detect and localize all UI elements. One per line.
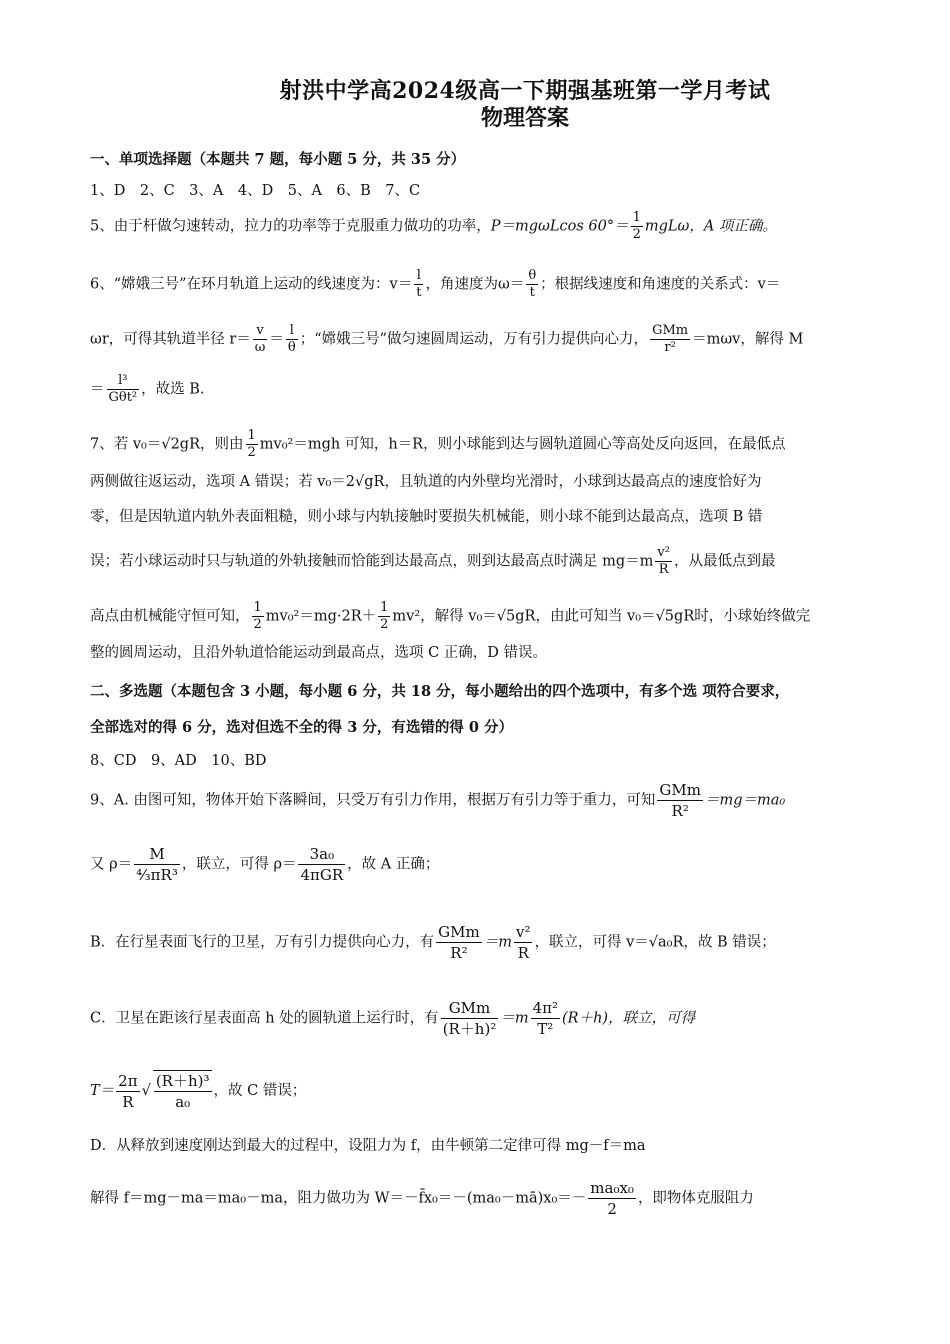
q7-line1: 7、若 v₀＝√2gR，则由 $\frac{1}{2}$ mv₀²＝mgh 可知，h＝R，则小球能到达与圆轨道圆心等高处反向返回，在最低点 [90, 428, 786, 460]
page-title: 射洪中学高2024级高一下期强基班第一学月考试 [279, 78, 771, 104]
q9a-line1: 9、A. 由图可知，物体开始下落瞬间，只受万有引力作用，根据万有引力等于重力，可知 $\frac{\text{GMm}}{\text{R²}}$ ＝mg＝ma₀ [90, 781, 786, 820]
q7-line6: 整的圆周运动，且沿外轨道恰能运动到最高点，选项 C 正确，D 错误。 [90, 645, 548, 661]
q9c-line1: C．卫星在距该行星表面高 h 处的圆轨道上运行时，有 $\frac{\text{GMm}}{\text{(R＋h)²}}$ ＝m $\frac{\text{4π²}}{\text{T²}}$ (R＋h)，联立，可得 [90, 999, 696, 1038]
q5-tail: mgLω，A 项正确。 [644, 218, 777, 235]
q5-frac: $\frac{1}{2}$ [632, 210, 641, 242]
q6-frac-vomega: $\frac{v}{\omega}$ [254, 323, 266, 355]
q7-line4: 误；若小球运动时只与轨道的外轨接触而恰能到达最高点，则到达最高点时满足 mg＝m $\frac{\text{v²}}{R}$ ，从最低点到最 [90, 545, 776, 577]
q5-formula: P＝mgωLcos 60°＝ [490, 218, 629, 235]
q6-frac-ltheta: $\frac{l}{\theta}$ [287, 323, 296, 355]
q7-line3: 零，但是因轨道内轨外表面粗糙，则小球与内轨接触时要损失机械能，则小球不能到达最高点，选项 B 错 [90, 509, 763, 525]
q9d-line2: 解得 f＝mg－ma＝ma₀－ma，阻力做功为 W＝－f̄x₀＝－(ma₀－mā)x₀＝－ $\frac{\text{ma₀x₀}}{2}$ ，即物体克服阻力 [90, 1179, 754, 1218]
q9a-line2: 又 ρ＝ $\frac{M}{\text{⁴⁄₃πR³}}$ ，联立，可得 ρ＝ $\frac{\text{3a₀}}{\text{4πGR}}$ ，故 A 正确； [90, 845, 440, 884]
q6-line1: 6、“嫦娥三号”在环月轨道上运动的线速度为：v＝ $\frac{l}{t}$ ，角速度为ω＝ $\frac{\theta}{t}$ ；根据线速度和角速度的关系式：v＝ [90, 268, 781, 300]
q9a-rho-frac: $\frac{M}{\text{⁴⁄₃πR³}}$ [136, 845, 178, 884]
section2-heading-1: 二、多选题（本题包含 3 小题，每小题 6 分，共 18 分，每小题给出的四个选项中，有多个选 项符合要求， [90, 683, 790, 700]
q7-frac-v2R: $\frac{\text{v²}}{R}$ [657, 545, 670, 577]
q6-frac-thetat: $\frac{\theta}{t}$ [528, 268, 537, 300]
section1-answers: 1、D 2、C 3、A 4、D 5、A 6、B 7、C [90, 183, 421, 199]
q9c-line2: T＝ $\frac{2\pi}{R}$ √ $\frac{\text{(R＋h)³}}{\text{a₀}}$ ，故 C 错误； [90, 1071, 307, 1111]
q9b-line: B．在行星表面飞行的卫星，万有引力提供向心力，有 $\frac{\text{GMm}}{\text{R²}}$ ＝m $\frac{\text{v²}}{R}$ ，联立，可得 v＝√a₀R，故 B 错误； [90, 923, 776, 962]
section2-answers: 8、CD 9、AD 10、BD [90, 753, 267, 769]
q9d-line1: D．从释放到速度刚达到最大的过程中，设阻力为 f，由牛顿第二定律可得 mg－f＝ma [90, 1138, 646, 1154]
q6-frac-gmm: $\frac{\text{GMm}}{\text{r²}}$ [652, 323, 689, 355]
q5-text [90, 210, 860, 243]
section1-heading: 一、单项选择题（本题共 7 题，每小题 5 分，共 35 分） [90, 151, 466, 168]
q7-line5: 高点由机械能守恒可知， $\frac{1}{2}$ mv₀²＝mg·2R＋ $\frac{1}{2}$ mv²，解得 v₀＝√5gR，由此可知当 v₀＝√5gR时，小球始终做完 [90, 600, 811, 632]
q6-frac-lt: $\frac{l}{t}$ [416, 268, 422, 300]
q9a-rho-result: $\frac{\text{3a₀}}{\text{4πGR}}$ [300, 845, 344, 884]
q9a-frac: $\frac{\text{GMm}}{\text{R²}}$ [659, 781, 701, 820]
q5-intro: 5、由于杆做匀速转动，拉力的功率等于克服重力做功的功率， [90, 218, 491, 235]
q6-line2: ωr，可得其轨道半径 r＝ $\frac{v}{\omega}$ ＝ $\frac{l}{\theta}$ ；“嫦娥三号”做匀速圆周运动，万有引力提供向心力， $\frac{\text{GMm}}{\text{r²}}$ ＝mωv，解得 M [90, 323, 804, 355]
q6-line3: ＝ $\frac{\text{l³}}{\text{Gθt²}}$ ，故选 B. [90, 373, 205, 405]
q6-frac-M: $\frac{\text{l³}}{\text{Gθt²}}$ [108, 373, 138, 405]
section2-heading-2: 全部选对的得 6 分，选对但选不全的得 3 分，有选错的得 0 分） [90, 719, 514, 736]
q7-line2: 两侧做往返运动，选项 A 错误；若 v₀＝2√gR，且轨道的内外壁均光滑时，小球到达最高点的速度恰好为 [90, 474, 762, 490]
page-subtitle: 物理答案 [480, 105, 569, 131]
